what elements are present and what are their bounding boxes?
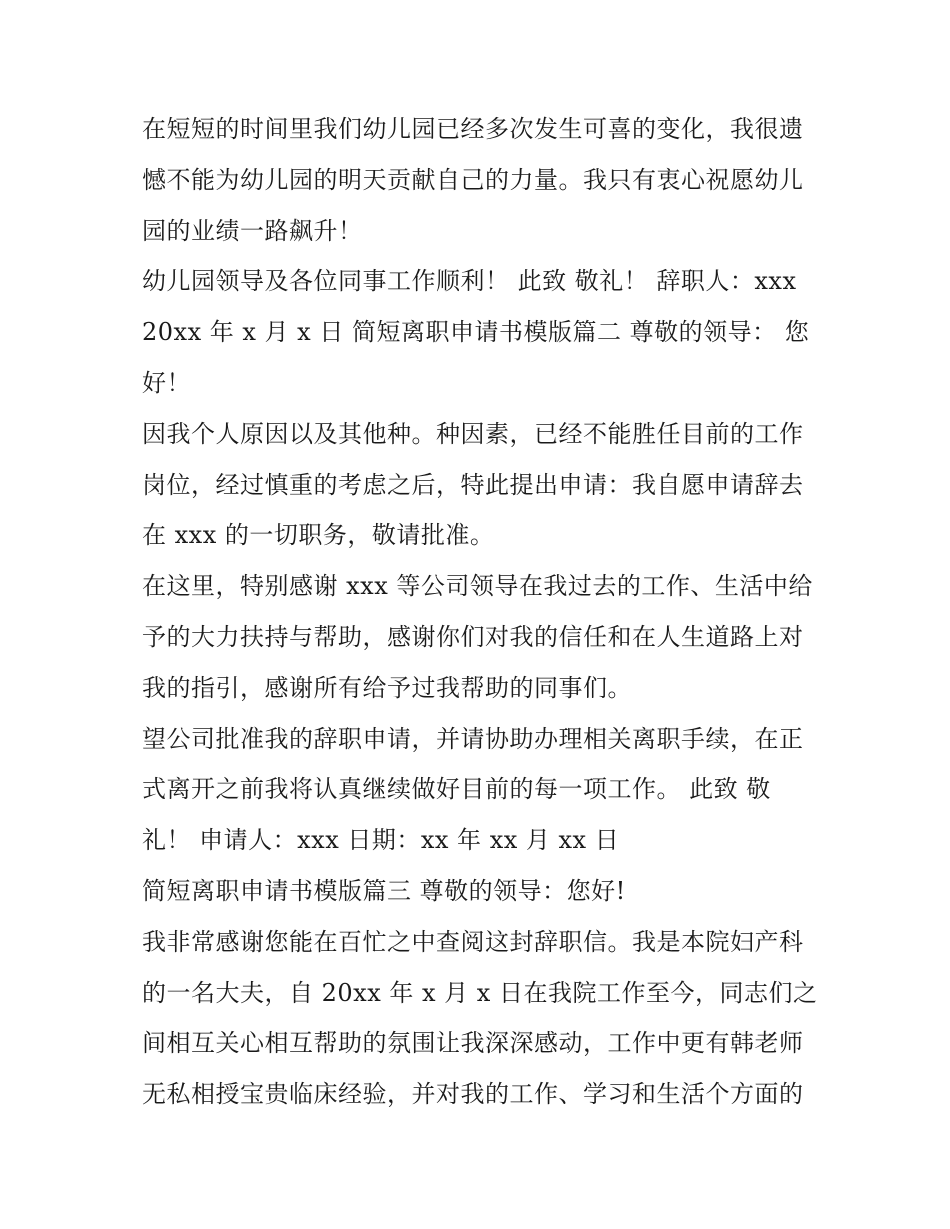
text-line: 式离开之前我将认真继续做好目前的每一项工作。 此致 敬 [142, 775, 771, 804]
text-line: 好！ [142, 368, 191, 397]
text-line: 在这里，特别感谢 xxx 等公司领导在我过去的工作、生活中给 [142, 572, 813, 601]
text-line: 的一名大夫，自 20xx 年 x 月 x 日在我院工作至今，同志们之 [142, 978, 818, 1007]
paragraph-3 [142, 409, 814, 561]
text-line: 间相互关心相互帮助的氛围让我深深感动，工作中更有韩老师 [142, 1029, 804, 1058]
text-line: 20xx 年 x 月 x 日 简短离职申请书模版篇二 尊敬的领导： 您 [142, 318, 810, 347]
text-line: 无私相授宝贵临床经验，并对我的工作、学习和生活个方面的 [142, 1080, 804, 1109]
paragraph-2 [142, 256, 814, 408]
paragraph-7 [142, 917, 818, 1120]
text-line: 岗位，经过慎重的考虑之后，特此提出申请：我自愿申请辞去 [142, 470, 804, 499]
text-line: 我的指引，感谢所有给予过我帮助的同事们。 [142, 673, 632, 702]
text-line: 我非常感谢您能在百忙之中查阅这封辞职信。我是本院妇产科 [142, 927, 804, 956]
paragraph-4 [142, 561, 814, 713]
text-line: 园的业绩一路飙升！ [142, 216, 363, 245]
paragraph-6 [142, 866, 814, 917]
text-line: 望公司批准我的辞职申请，并请协助办理相关离职手续，在正 [142, 724, 804, 753]
text-line: 予的大力扶持与帮助，感谢你们对我的信任和在人生道路上对 [142, 622, 804, 651]
text-line: 因我个人原因以及其他种。种因素，已经不能胜任目前的工作 [142, 419, 804, 448]
text-line: 在 xxx 的一切职务，敬请批准。 [142, 521, 495, 550]
text-line: 简短离职申请书模版篇三 尊敬的领导：您好! [142, 876, 626, 905]
paragraph-5 [142, 714, 814, 866]
text-line: 在短短的时间里我们幼儿园已经多次发生可喜的变化，我很遗 [142, 115, 804, 143]
document-body [142, 104, 818, 1120]
text-line: 礼！ 申请人：xxx 日期：xx 年 xx 月 xx 日 [142, 826, 620, 855]
paragraph-1 [142, 104, 814, 256]
text-line: 憾不能为幼儿园的明天贡献自己的力量。我只有衷心祝愿幼儿 [142, 165, 804, 194]
text-line: 幼儿园领导及各位同事工作顺利！ 此致 敬礼！ 辞职人：xxx [142, 267, 797, 296]
